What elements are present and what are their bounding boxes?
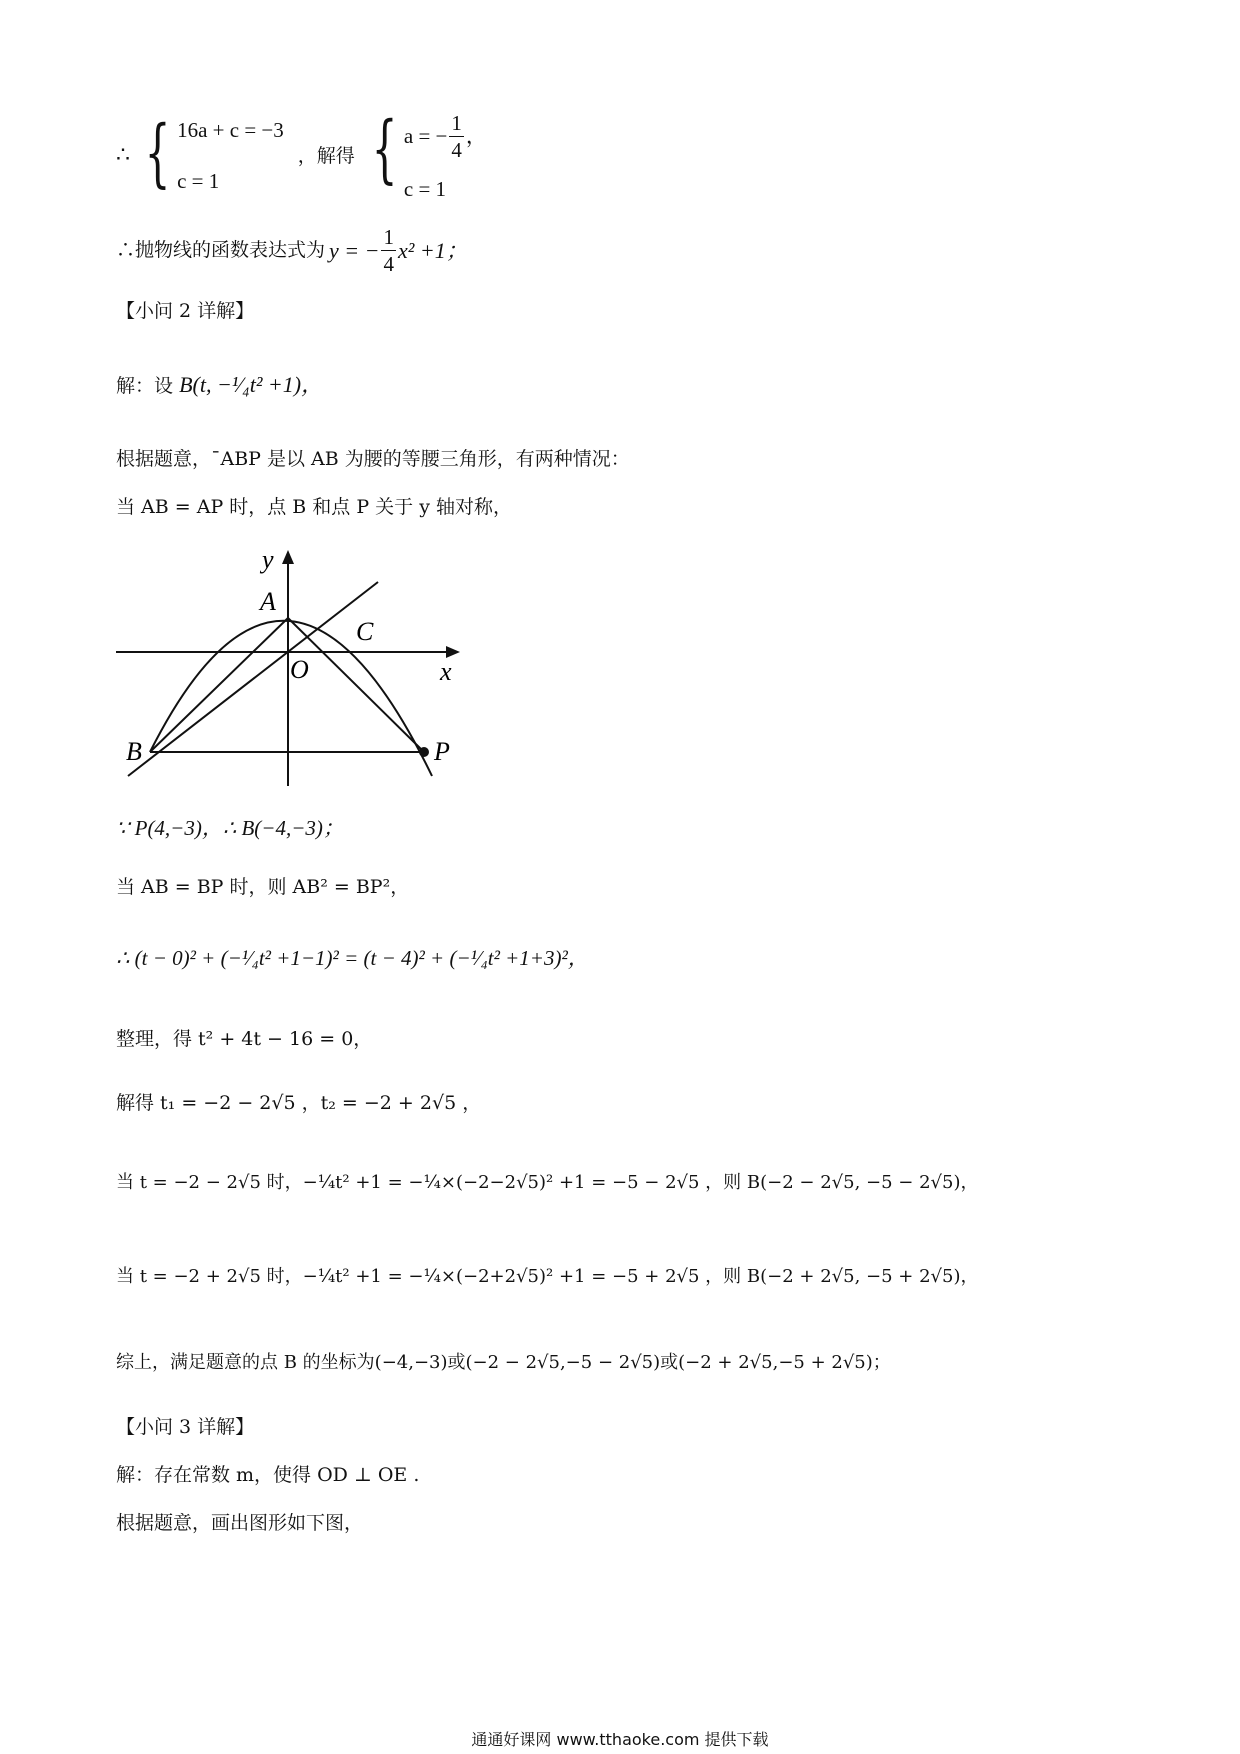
equation-system-line xyxy=(116,106,487,201)
line-through-b xyxy=(128,582,378,776)
label-a: A xyxy=(260,587,276,616)
point-p-dot xyxy=(419,747,429,757)
parabola-figure xyxy=(110,528,470,790)
root1-case: 当 t = −2 − 2√5 时，−¹⁄₄t² +1 = −¹⁄₄×(−2−2√5)² +1 = −5 − 2√5 ，则 B(−2 − 2√5, −5 − 2√5)， xyxy=(116,1172,979,1193)
let-b-line: 解：设 B(t, −¹⁄₄t² +1)， xyxy=(116,372,324,397)
equation-system xyxy=(134,110,284,196)
solution-c: c = 1 xyxy=(403,177,447,201)
fraction-quarter: $\frac{1}{4}$ xyxy=(383,225,394,277)
therefore-symbol: ∴ xyxy=(116,143,130,168)
q3-answer: 解：存在常数 m，使得 OD ⊥ OE . xyxy=(116,1464,420,1486)
q3-figure-line: 根据题意，画出图形如下图， xyxy=(116,1512,364,1534)
label-o: O xyxy=(290,655,309,684)
case2-line: 当 AB = BP 时，则 AB² = BP²， xyxy=(116,876,410,898)
segment-ab xyxy=(150,618,288,752)
y-axis-arrow xyxy=(282,550,294,564)
label-y: y xyxy=(262,545,274,574)
simplify-line: 整理，得 t² + 4t − 16 = 0， xyxy=(116,1028,373,1050)
q2-heading: 【小问 2 详解】 xyxy=(116,300,255,322)
label-x: x xyxy=(440,657,452,686)
label-c: C xyxy=(356,617,374,646)
fraction-quarter: $\frac{1}{4}$ xyxy=(451,111,462,163)
system-eq-1: 16a + c = −3 xyxy=(177,118,284,142)
case2-equation: ∴ (t − 0)² + (−¹⁄₄t² +1−1)² = (t − 4)² + (−¹⁄₄t² +1+3)²， xyxy=(116,946,589,970)
q3-heading: 【小问 3 详解】 xyxy=(116,1416,255,1438)
label-p: P xyxy=(434,737,450,766)
solution-a-lhs: a = − xyxy=(403,124,448,149)
left-brace-2: { xyxy=(371,106,398,192)
parabola-expression-line: ∴抛物线的函数表达式为 y = − $\frac{1}{4}$ x² +1； xyxy=(116,225,468,277)
solve-word: ，解得 xyxy=(297,144,355,167)
summary-line: 综上，满足题意的点 B 的坐标为(−4,−3)或(−2 − 2√5,−5 − 2√5)或(−2 + 2√5,−5 + 2√5)； xyxy=(116,1352,891,1373)
system-eq-2: c = 1 xyxy=(177,169,220,193)
left-brace: { xyxy=(144,110,171,196)
root2-case: 当 t = −2 + 2√5 时，−¹⁄₄t² +1 = −¹⁄₄×(−2+2√5)² +1 = −5 + 2√5 ，则 B(−2 + 2√5, −5 + 2√5)， xyxy=(116,1266,979,1287)
condition-line: 根据题意，¯ABP 是以 AB 为腰的等腰三角形，有两种情况： xyxy=(116,448,630,470)
label-b: B xyxy=(126,737,142,766)
footer: 通通好课网 www.tthaoke.com 提供下载 xyxy=(471,1730,769,1749)
solution-system: { a = − $\frac{1}{4}$ ， c = 1 xyxy=(371,106,487,201)
case1-result: ∵ P(4,−3)，∴ B(−4,−3)； xyxy=(116,816,344,840)
case1-line: 当 AB = AP 时，点 B 和点 P 关于 y 轴对称， xyxy=(116,496,512,518)
roots-line: 解得 t₁ = −2 − 2√5 ，t₂ = −2 + 2√5 ， xyxy=(116,1092,482,1114)
